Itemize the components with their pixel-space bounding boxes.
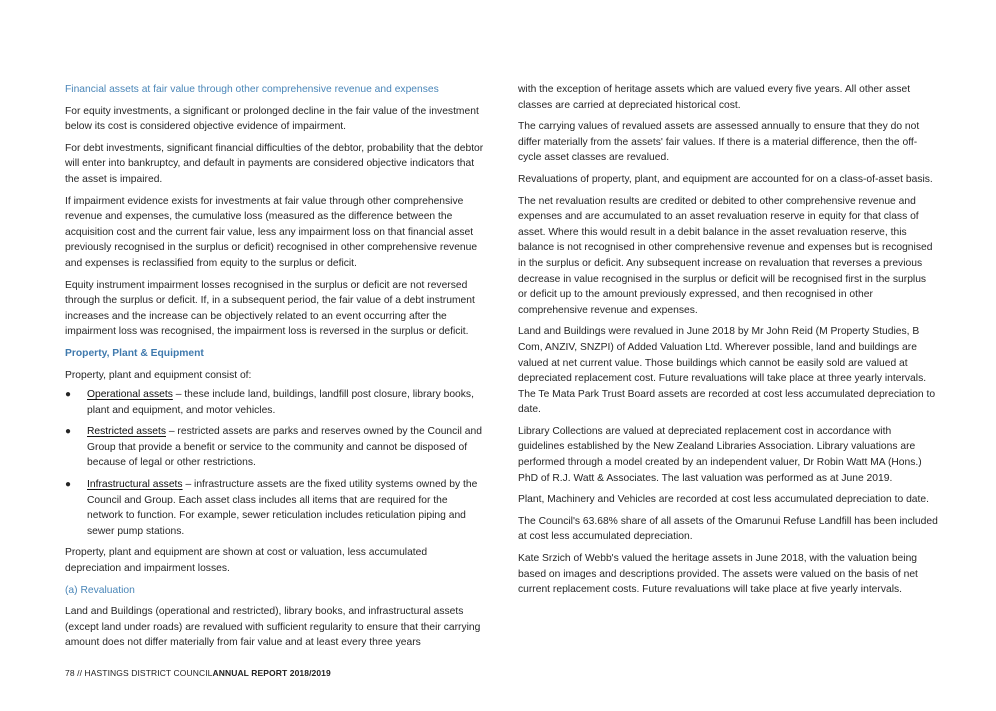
description-restricted-assets: – restricted assets are parks and reserves owned by the Council and Group that provide a benefit or service to the community and cannot be disposed of because of legal or other restrictions.: [87, 426, 482, 469]
list-item-infrastructural-assets: [65, 477, 485, 539]
page-number: 78: [65, 668, 75, 678]
subheading-financial-assets-fvoci: Financial assets at fair value through other comprehensive revenue and expenses: [65, 84, 439, 95]
list-item-operational-assets: [65, 387, 485, 418]
term-operational-assets: Operational assets: [87, 389, 173, 401]
paragraph-carrying-values: The carrying values of revalued assets are assessed annually to ensure that they do not differ materially from the assets' fair values. If there is a material difference, then the off-cycle asset classes are revalued.: [518, 121, 920, 164]
paragraph-equity-impairment: For equity investments, a significant or prolonged decline in the fair value of the investment below its cost is considered objective evidence of impairment.: [65, 105, 479, 133]
bullet-icon: ●: [65, 426, 72, 438]
footer-report-title: ANNUAL REPORT 2018/2019: [212, 668, 331, 678]
paragraph-plant-machinery: Plant, Machinery and Vehicles are recorded at cost less accumulated depreciation to date.: [518, 494, 929, 506]
paragraph-impairment-reversal: Equity instrument impairment losses recognised in the surplus or deficit are not reversed through the surplus or deficit. If, in a subsequent period, the fair value of a debt instrument increases and the increase can be objectively related to an event occurring after the impairment loss was recognised, the impairment loss is reversed in the surplus or deficit.: [65, 279, 475, 338]
paragraph-cost-or-valuation: Property, plant and equipment are shown at cost or valuation, less accumulated depreciation and impairment losses.: [65, 547, 428, 575]
paragraph-landfill-share: The Council's 63.68% share of all assets of the Omarunui Refuse Landfill has been included at cost less accumulated depreciation.: [518, 515, 938, 543]
term-infrastructural-assets: Infrastructural assets: [87, 479, 183, 491]
paragraph-heritage-valuation: Kate Srzich of Webb's valued the heritage assets in June 2018, with the valuation being based on images and descriptions provided. The assets were valued on the basis of net current replacement costs. Future revaluations will take place at five yearly intervals.: [518, 553, 918, 596]
left-column: [65, 82, 485, 657]
page-footer: [65, 668, 331, 678]
description-operational-assets: – these include land, buildings, landfill post closure, library books, plant and equipment, and motor vehicles.: [87, 389, 474, 416]
paragraph-class-basis: Revaluations of property, plant, and equipment are accounted for on a class-of-asset basis.: [518, 173, 933, 185]
list-item-restricted-assets: [65, 424, 485, 471]
bullet-icon: ●: [65, 389, 72, 401]
paragraph-debt-impairment: For debt investments, significant financial difficulties of the debtor, probability that the debtor will enter into bankruptcy, and default in payments are considered objective indicators that the asset is impaired.: [65, 142, 484, 185]
subheading-revaluation: (a) Revaluation: [65, 584, 135, 596]
footer-separator: //: [74, 668, 85, 678]
description-infrastructural-assets: – infrastructure assets are the fixed utility systems owned by the Council and Group. Each asset class includes all items that are required for the network to function. For example, sewer reticulation includes reticulation piping and sewer pump stations.: [87, 479, 478, 537]
paragraph-revaluation-frequency: Land and Buildings (operational and restricted), library books, and infrastructural assets (except land under roads) are revalued with sufficient regularity to ensure that their carrying amount does not differ materially from fair value and at least every three years: [65, 606, 481, 649]
paragraph-impairment-evidence: If impairment evidence exists for investments at fair value through other comprehensive revenue and expenses, the cumulative loss (measured as the difference between the acquisition cost and the current fair value, less any impairment loss on that financial asset previously recognised in the surplus or deficit) recognised in other comprehensive revenue and expenses is reclassified from equity to the surplus or deficit.: [65, 195, 478, 269]
paragraph-ppe-intro: Property, plant and equipment consist of:: [65, 369, 252, 381]
bullet-icon: ●: [65, 479, 72, 491]
paragraph-net-revaluation: The net revaluation results are credited or debited to other comprehensive revenue and expenses and are accumulated to an asset revaluation reserve in equity for that class of asset. Where this would result in a debit balance in the asset revaluation reserve, this balance is not recognised in other comprehensive revenue and expenses but is recognised in the surplus or deficit. Any subsequent increase on revaluation that reverses a previous decrease in value recognised in the surplus or deficit will be recognised first in the surplus or deficit up to the amount previously expressed, and then recognised in other comprehensive revenue and expenses.: [518, 195, 933, 316]
paragraph-land-buildings: Land and Buildings were revalued in June 2018 by Mr John Reid (M Property Studies, B Com, ANZIV, SNZPI) of Added Valuation Ltd. Wherever possible, land and buildings are valued at net current value. Those buildings which cannot be easily sold are valued at depreciated replacement cost. Future revaluations will take place at three yearly intervals. The Te Mata Park Trust Board assets are recorded at cost less accumulated depreciation to date.: [518, 326, 936, 416]
paragraph-heritage-exception: with the exception of heritage assets which are valued every five years. All other asset classes are carried at depreciated historical cost.: [518, 84, 911, 111]
term-restricted-assets: Restricted assets: [87, 426, 166, 438]
asset-class-list: [65, 387, 485, 539]
paragraph-library-collections: Library Collections are valued at depreciated replacement cost in accordance with guidelines established by the New Zealand Libraries Association. Library valuations are performed through a model created by an independent valuer, Dr Robin Watt MA (Hons.) PhD of R.J. Watt & Associates. The last valuation was performed as at June 2019.: [518, 425, 922, 484]
heading-property-plant-equipment: Property, Plant & Equipment: [65, 347, 204, 359]
footer-organisation: HASTINGS DISTRICT COUNCIL: [84, 668, 213, 678]
right-column: [518, 82, 938, 604]
